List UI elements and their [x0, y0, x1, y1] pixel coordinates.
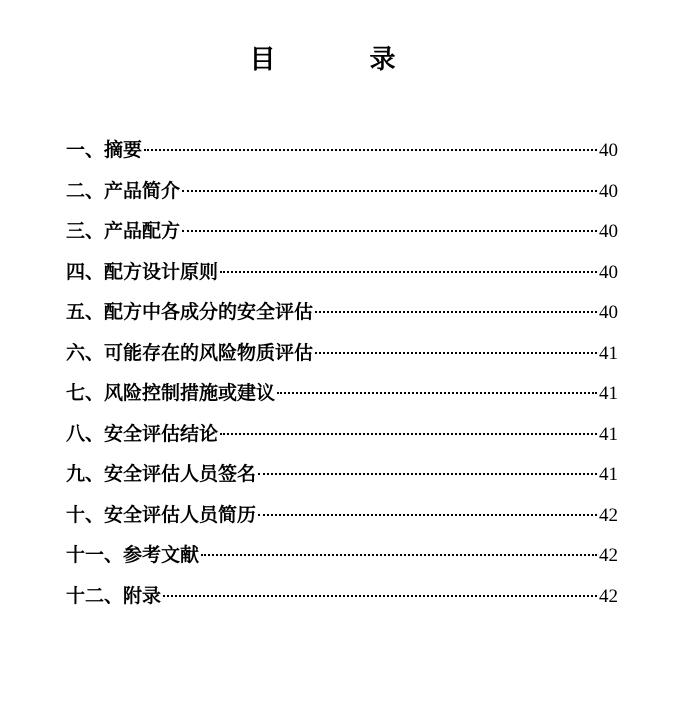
toc-entry-page-number: 42 [599, 504, 618, 526]
toc-entry-risk-control[interactable] [66, 379, 618, 420]
toc-entry-page-number: 42 [599, 545, 618, 566]
toc-entry-label: 六、可能存在的风险物质评估 [66, 341, 314, 364]
toc-entry-page-number: 41 [599, 423, 618, 445]
toc-entry-formula-principles[interactable] [66, 258, 618, 299]
page-title: 目 录 [249, 45, 430, 75]
toc-entry-appendix[interactable] [66, 582, 618, 623]
toc-entry-abstract[interactable] [66, 136, 618, 177]
toc-entry-label: 十二、附录 [66, 584, 162, 607]
toc-entry-product-formula[interactable] [66, 217, 618, 258]
toc-entry-assessor-signature[interactable] [66, 460, 618, 501]
toc-entry-label: 七、风险控制措施或建议 [66, 382, 276, 404]
toc-entry-page-number: 40 [599, 221, 618, 242]
dot-leader [163, 595, 597, 597]
toc-entry-label: 一、摘要 [66, 139, 143, 161]
toc-entry-label: 十、安全评估人员简历 [66, 503, 257, 526]
toc-entry-label: 十一、参考文献 [66, 544, 200, 566]
dot-leader [258, 473, 597, 475]
dot-leader [182, 190, 597, 192]
toc-entry-label: 九、安全评估人员签名 [66, 463, 257, 485]
toc-entry-risk-substances[interactable] [66, 339, 618, 380]
dot-leader [315, 311, 597, 313]
toc-entry-ingredient-safety[interactable] [66, 298, 618, 339]
dot-leader [144, 149, 597, 151]
table-of-contents [66, 136, 618, 622]
toc-entry-references[interactable] [66, 541, 618, 582]
toc-entry-label: 三、产品配方 [66, 220, 181, 242]
toc-entry-product-intro[interactable] [66, 177, 618, 218]
toc-entry-page-number: 40 [599, 140, 618, 161]
toc-entry-page-number: 41 [599, 383, 618, 404]
toc-entry-page-number: 41 [599, 464, 618, 485]
toc-entry-label: 四、配方设计原则 [66, 260, 219, 283]
toc-entry-assessor-resume[interactable] [66, 501, 618, 542]
toc-entry-page-number: 40 [599, 302, 618, 323]
toc-entry-conclusion[interactable] [66, 420, 618, 461]
dot-leader [201, 554, 597, 556]
toc-entry-label: 五、配方中各成分的安全评估 [66, 301, 314, 323]
toc-entry-page-number: 41 [599, 342, 618, 364]
dot-leader [315, 352, 597, 354]
dot-leader [182, 230, 597, 232]
toc-entry-page-number: 40 [599, 261, 618, 283]
dot-leader [277, 392, 597, 394]
toc-entry-label: 八、安全评估结论 [66, 422, 219, 445]
dot-leader [258, 514, 597, 516]
dot-leader [220, 271, 597, 273]
dot-leader [220, 433, 597, 435]
toc-entry-label: 二、产品简介 [66, 179, 181, 202]
toc-entry-page-number: 40 [599, 180, 618, 202]
toc-entry-page-number: 42 [599, 585, 618, 607]
